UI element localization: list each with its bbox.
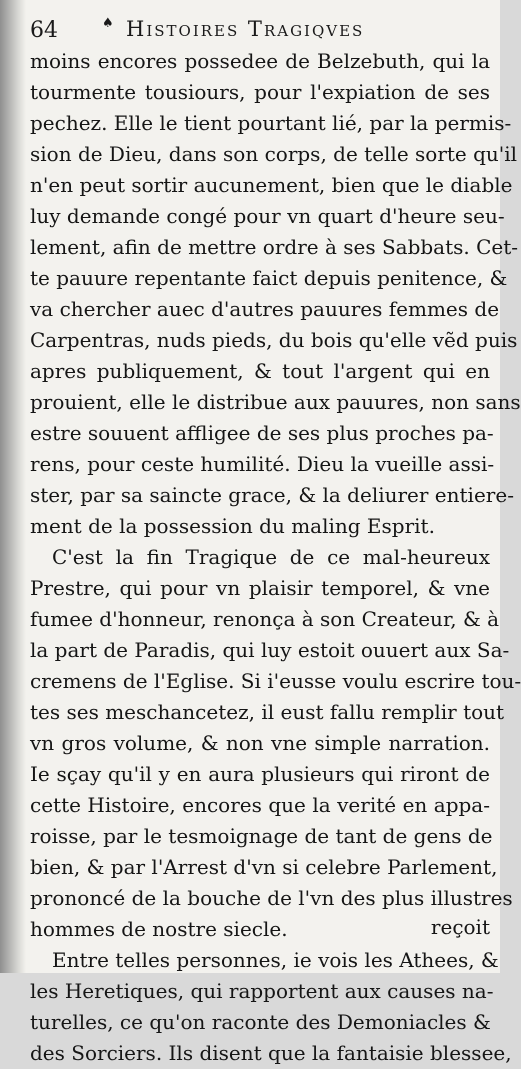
text-line: les Heretiques, qui rapportent aux causes na- [30,979,494,1003]
text-line: turelles, ce qu'on raconte des Demoniacles & [30,1010,491,1034]
text-line: la part de Paradis, qui luy estoit ouuert aux Sa- [30,638,510,662]
text-line: estre souuent affligee de ses plus proches pa- [30,421,494,445]
text-line: prononcé de la bouche de l'vn des plus illustres [30,886,513,910]
text-line: te pauure repentante faict depuis penitence, & [30,266,508,290]
text-line: hommes de nostre siecle. [30,917,288,941]
text-line: pechez. Elle le tient pourtant lié, par la permis- [30,111,512,135]
text-line: Ie sçay qu'il y en aura plusieurs qui riront de [30,762,490,786]
text-line: n'en peut sortir aucunement, bien que le diable [30,173,513,197]
text-line: fumee d'honneur, renonça à son Createur, & à [30,607,500,631]
text-line: cremens de l'Eglise. Si i'eusse voulu escrire tou- [30,669,521,693]
text-line: tourmente tousiours, pour l'expiation de ses [30,80,490,104]
text-line: va chercher auec d'autres pauures femmes de [30,297,500,321]
text-line: prouient, elle le distribue aux pauures, non sans [30,390,521,414]
text-line: ment de la possession du maling Esprit. [30,514,435,538]
catchword: reçoit [430,915,490,939]
text-line: rens, pour ceste humilité. Dieu la vueille assi- [30,452,495,476]
text-line: cette Histoire, encores que la verité en appa- [30,793,490,817]
body-text [30,46,521,1069]
text-line: Prestre, qui pour vn plaisir temporel, & vne [30,576,490,600]
fleuron-ornament-icon: ♠ [102,16,116,31]
text-line: lement, afin de mettre ordre à ses Sabbats. Cet- [30,235,519,259]
text-line: moins encores possedee de Belzebuth, qui la [30,49,490,73]
running-title: Histoires Tragiqves [126,17,365,41]
text-line: des Sorciers. Ils disent que la fantaisie blessee, [30,1041,512,1065]
page-number: 64 [30,18,58,43]
text-line: apres publiquement, & tout l'argent qui en [30,359,490,383]
paragraph-start-line: Entre telles personnes, ie vois les Athees, & [52,948,499,972]
text-line: sion de Dieu, dans son corps, de telle sorte qu'il [30,142,518,166]
paragraph-start-line: C'est la fin Tragique de ce mal-heureux [52,545,490,569]
text-line: vn gros volume, & non vne simple narration. [30,731,490,755]
text-line: tes ses meschancetez, il eust fallu remplir tout [30,700,505,724]
text-line: ster, par sa saincte grace, & la deliurer entiere- [30,483,514,507]
text-line: bien, & par l'Arrest d'vn si celebre Parlement, [30,855,498,879]
text-line: luy demande congé pour vn quart d'heure seu- [30,204,505,228]
page-gutter-shadow [0,0,26,973]
running-head [30,8,486,42]
text-line: roisse, par le tesmoignage de tant de gens de [30,824,493,848]
text-line: Carpentras, nuds pieds, du bois qu'elle vẽd puis [30,328,518,352]
